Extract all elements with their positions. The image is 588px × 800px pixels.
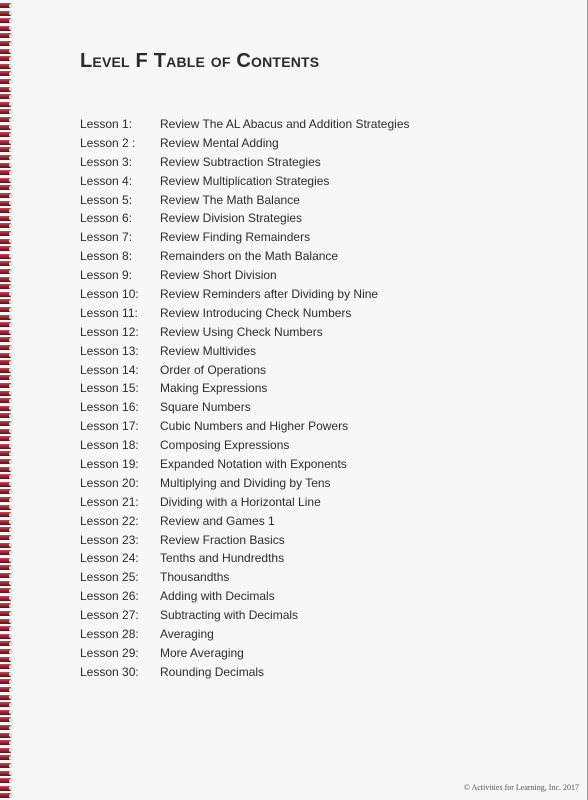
binding-hole <box>9 437 13 441</box>
lesson-title: Composing Expressions <box>160 438 290 453</box>
binding-hole <box>9 95 13 99</box>
binding-hole <box>9 710 13 714</box>
binding-hole <box>9 110 13 114</box>
lesson-number: Lesson 10: <box>80 287 139 302</box>
binding-hole <box>9 771 13 775</box>
toc-entry <box>80 474 540 493</box>
toc-entry <box>80 379 540 398</box>
toc-entry <box>80 606 540 625</box>
lesson-title: Cubic Numbers and Higher Powers <box>160 419 349 434</box>
toc-entry <box>80 663 540 682</box>
binding-hole <box>9 726 13 730</box>
binding-hole <box>9 718 13 722</box>
lesson-title: Review Multiplication Strategies <box>160 173 330 188</box>
binding-hole <box>9 429 13 433</box>
toc-entry <box>80 247 540 266</box>
binding-hole <box>9 163 13 167</box>
lesson-title: Expanded Notation with Exponents <box>160 457 347 472</box>
lesson-title: Multiplying and Dividing by Tens <box>160 475 331 490</box>
lesson-number: Lesson 1: <box>80 117 133 131</box>
binding-hole <box>9 156 13 160</box>
binding-hole <box>9 80 13 84</box>
lesson-title: Review Finding Remainders <box>160 230 311 245</box>
toc-entry <box>80 644 540 663</box>
lesson-number: Lesson 19: <box>80 457 139 472</box>
binding-hole <box>9 125 13 129</box>
binding-hole <box>9 148 13 152</box>
binding-hole <box>9 391 13 395</box>
binding-hole <box>9 581 13 585</box>
lesson-number: Lesson 2 : <box>80 135 136 150</box>
lesson-title: Thousandths <box>160 570 230 585</box>
toc-entry <box>80 285 540 304</box>
binding-hole <box>9 460 13 464</box>
lesson-number: Lesson 27: <box>80 608 139 623</box>
binding-hole <box>9 422 13 426</box>
lesson-title: Remainders on the Math Balance <box>160 249 339 264</box>
binding-hole <box>9 703 13 707</box>
binding-hole <box>9 330 13 334</box>
lesson-number: Lesson 18: <box>80 438 139 453</box>
lesson-title: Review Introducing Check Numbers <box>160 305 352 320</box>
binding-hole <box>9 779 13 783</box>
lesson-number: Lesson 8: <box>80 249 133 264</box>
binding-hole <box>9 490 13 494</box>
lesson-title: Subtracting with Decimals <box>160 608 299 623</box>
lesson-title: Order of Operations <box>160 362 267 377</box>
lesson-title: Tenths and Hundredths <box>160 551 285 566</box>
lesson-number: Lesson 17: <box>80 419 139 434</box>
binding-hole <box>9 247 13 251</box>
lesson-title: Review Reminders after Dividing by Nine <box>160 287 379 302</box>
binding-hole <box>9 361 13 365</box>
lesson-number: Lesson 9: <box>80 268 133 283</box>
binding-hole <box>9 194 13 198</box>
binding-hole <box>9 786 13 790</box>
toc-entry <box>80 172 540 191</box>
binding-hole <box>9 376 13 380</box>
binding-hole <box>9 102 13 106</box>
binding-hole <box>9 536 13 540</box>
binding-hole <box>9 216 13 220</box>
lesson-title: Review Short Division <box>160 268 277 283</box>
binding-hole <box>9 368 13 372</box>
toc-entry <box>80 512 540 531</box>
lesson-number: Lesson 28: <box>80 627 139 642</box>
lesson-title: Review The AL Abacus and Addition Strategies <box>160 117 410 131</box>
toc-entry <box>80 417 540 436</box>
binding-hole <box>9 277 13 281</box>
binding-hole <box>9 794 13 798</box>
binding-hole <box>9 482 13 486</box>
binding-hole <box>9 604 13 608</box>
toc-entry <box>80 134 540 153</box>
binding-hole <box>9 64 13 68</box>
lesson-title: Review Mental Adding <box>160 135 279 150</box>
toc-entry <box>80 436 540 455</box>
binding-hole <box>9 596 13 600</box>
lesson-title: Dividing with a Horizontal Line <box>160 494 321 509</box>
lesson-number: Lesson 29: <box>80 645 139 660</box>
binding-hole <box>9 467 13 471</box>
binding-hole <box>9 444 13 448</box>
toc-entry <box>80 304 540 323</box>
binding-hole <box>9 72 13 76</box>
lesson-number: Lesson 30: <box>80 664 139 679</box>
binding-hole <box>9 4 13 8</box>
binding-hole <box>9 741 13 745</box>
binding-hole <box>9 239 13 243</box>
binding-hole <box>9 452 13 456</box>
lesson-title: Review Multivides <box>160 343 257 358</box>
binding-hole <box>9 505 13 509</box>
toc-entry <box>80 625 540 644</box>
binding-hole <box>9 634 13 638</box>
binding-hole <box>9 589 13 593</box>
lesson-title: Rounding Decimals <box>160 664 265 679</box>
binding-hole <box>9 551 13 555</box>
lesson-number: Lesson 24: <box>80 551 139 566</box>
binding-hole <box>9 292 13 296</box>
binding-hole <box>9 406 13 410</box>
binding-hole <box>9 262 13 266</box>
lesson-number: Lesson 22: <box>80 513 139 528</box>
binding-hole <box>9 414 13 418</box>
binding-hole <box>9 733 13 737</box>
lesson-title: Making Expressions <box>160 381 268 396</box>
binding-hole <box>9 543 13 547</box>
toc-entry <box>80 398 540 417</box>
lesson-number: Lesson 23: <box>80 532 139 547</box>
binding-hole <box>9 399 13 403</box>
binding-hole <box>9 49 13 53</box>
spiral-binding <box>0 0 16 800</box>
binding-hole <box>9 300 13 304</box>
toc-entry <box>80 587 540 606</box>
binding-hole <box>9 528 13 532</box>
binding-hole <box>9 224 13 228</box>
toc-entry <box>80 209 540 228</box>
lesson-title: Review and Games 1 <box>160 513 275 528</box>
lesson-title: Review Division Strategies <box>160 211 303 226</box>
binding-hole <box>9 513 13 517</box>
lesson-number: Lesson 14: <box>80 362 139 377</box>
lesson-title: Adding with Decimals <box>160 589 275 604</box>
binding-hole <box>9 748 13 752</box>
lesson-title: Review Subtraction Strategies <box>160 154 321 169</box>
binding-hole <box>9 612 13 616</box>
binding-hole <box>9 308 13 312</box>
binding-hole <box>9 619 13 623</box>
binding-hole <box>9 323 13 327</box>
binding-hole <box>9 57 13 61</box>
binding-hole <box>9 270 13 274</box>
copyright-footer: © Activities for Learning, Inc. 2017 <box>463 783 579 792</box>
toc-entry <box>80 228 540 247</box>
toc-entry <box>80 323 540 342</box>
binding-hole <box>9 650 13 654</box>
toc-entry <box>80 568 540 587</box>
binding-hole <box>9 520 13 524</box>
table-of-contents <box>80 115 540 682</box>
binding-hole <box>9 642 13 646</box>
binding-hole <box>9 680 13 684</box>
binding-hole <box>9 627 13 631</box>
toc-entry <box>80 455 540 474</box>
binding-hole <box>9 26 13 30</box>
binding-hole <box>9 140 13 144</box>
toc-entry <box>80 191 540 210</box>
binding-hole <box>9 171 13 175</box>
binding-hole <box>9 353 13 357</box>
lesson-number: Lesson 3: <box>80 154 133 169</box>
binding-hole <box>9 498 13 502</box>
binding-hole <box>9 285 13 289</box>
lesson-number: Lesson 13: <box>80 343 139 358</box>
toc-entry <box>80 342 540 361</box>
binding-hole <box>9 338 13 342</box>
lesson-title: Averaging <box>160 627 214 642</box>
binding-hole <box>9 657 13 661</box>
lesson-number: Lesson 20: <box>80 475 139 490</box>
toc-entry <box>80 361 540 380</box>
binding-hole <box>9 558 13 562</box>
toc-entry <box>80 531 540 550</box>
binding-hole <box>9 11 13 15</box>
binding-hole <box>9 764 13 768</box>
lesson-number: Lesson 16: <box>80 400 139 415</box>
lesson-title: Review Fraction Basics <box>160 532 285 547</box>
binding-hole <box>9 42 13 46</box>
binding-hole <box>9 665 13 669</box>
toc-entry <box>80 266 540 285</box>
binding-hole <box>9 186 13 190</box>
page-title: Level F Table of Contents <box>80 50 320 72</box>
lesson-number: Lesson 26: <box>80 589 139 604</box>
lesson-number: Lesson 11: <box>80 305 138 320</box>
binding-hole <box>9 756 13 760</box>
binding-hole <box>9 232 13 236</box>
lesson-title: Review Using Check Numbers <box>160 324 323 339</box>
toc-entry <box>80 493 540 512</box>
binding-hole <box>9 384 13 388</box>
binding-hole <box>9 688 13 692</box>
toc-entry <box>80 153 540 172</box>
binding-hole <box>9 254 13 258</box>
binding-hole <box>9 201 13 205</box>
binding-hole <box>9 118 13 122</box>
binding-hole <box>9 346 13 350</box>
binding-hole <box>9 178 13 182</box>
binding-hole <box>9 34 13 38</box>
lesson-title: Review The Math Balance <box>160 192 300 207</box>
lesson-number: Lesson 15: <box>80 381 139 396</box>
lesson-number: Lesson 21: <box>80 494 139 509</box>
binding-hole <box>9 133 13 137</box>
lesson-title: More Averaging <box>160 645 244 660</box>
binding-hole <box>9 574 13 578</box>
lesson-number: Lesson 12: <box>80 324 139 339</box>
lesson-number: Lesson 5: <box>80 192 133 207</box>
binding-hole <box>9 19 13 23</box>
binding-hole <box>9 695 13 699</box>
toc-entry <box>80 115 540 134</box>
binding-hole <box>9 315 13 319</box>
binding-hole <box>9 566 13 570</box>
binding-hole <box>9 475 13 479</box>
lesson-title: Square Numbers <box>160 400 251 415</box>
lesson-number: Lesson 6: <box>80 211 133 226</box>
lesson-number: Lesson 25: <box>80 570 139 585</box>
lesson-number: Lesson 4: <box>80 173 133 188</box>
binding-hole <box>9 672 13 676</box>
toc-entry <box>80 549 540 568</box>
lesson-number: Lesson 7: <box>80 230 133 245</box>
binding-hole <box>9 209 13 213</box>
binding-hole <box>9 87 13 91</box>
